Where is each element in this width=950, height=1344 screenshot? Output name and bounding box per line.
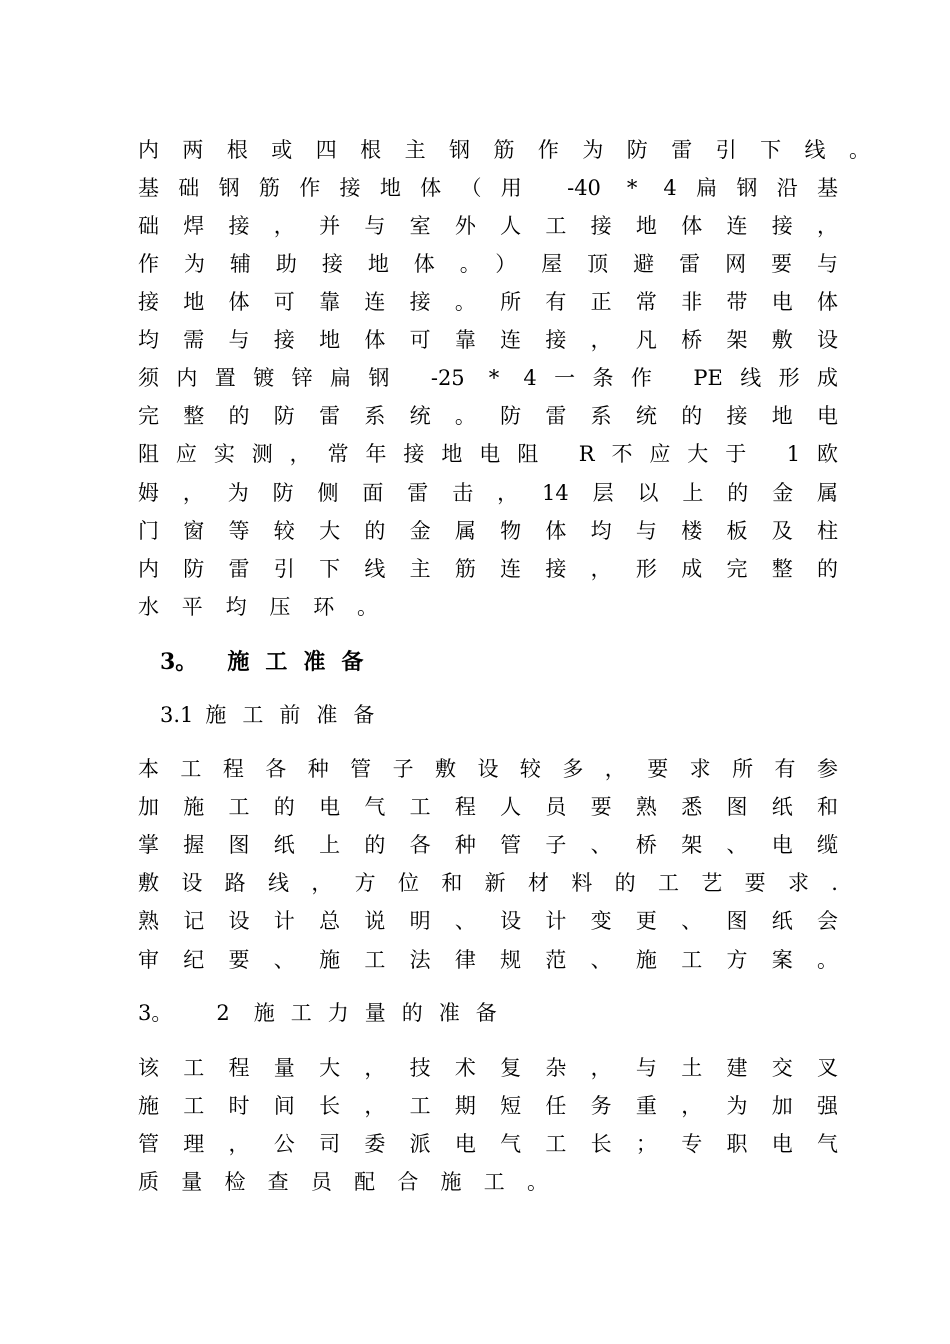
paragraph-line: 作为辅助接地体。）屋顶避雷网要与 [138,252,838,276]
paragraph-line: 加施工的电气工程人员要熟悉图纸和 [138,795,838,819]
paragraph-line: 阻应实测，常年接地电阻 R不应大于 1欧 [138,442,838,466]
paragraph-line: 内防雷引下线主筋连接，形成完整的 [138,557,838,581]
paragraph-line: 姆，为防侧面雷击，14层以上的金属 [138,481,838,505]
subsection-number: 3。 [138,1001,173,1025]
subsection-heading [160,696,390,734]
paragraph-line: 接地体可靠连接。所有正常非带电体 [138,290,838,314]
subsection-title: 施工力量的准备 [253,1001,513,1025]
paragraph-line: 掌握图纸上的各种管子、桥架、电缆 [138,833,838,857]
section-heading [160,643,379,681]
paragraph-line: 完整的防雷系统。防雷系统的接地电 [138,404,838,428]
subsection-number: 3.1 [160,703,194,727]
section-number: 3。 [160,649,198,675]
paragraph-line: 审纪要、施工法律规范、施工方案。 [138,948,838,972]
paragraph-line: 该工程量大，技术复杂，与土建交叉 [138,1056,838,1080]
paragraph-line: 内两根或四根主钢筋作为防雷引下线。 [138,138,870,162]
subsection-title: 施工前准备 [205,703,391,727]
paragraph-line: 基础钢筋作接地体（用 -40 * 4扁钢沿基 [138,176,838,200]
paragraph-line: 熟记设计总说明、设计变更、图纸会 [138,909,838,933]
paragraph-line: 质量检查员配合施工。 [138,1170,548,1194]
paragraph-line: 水平均压环。 [138,595,378,619]
subsection-number-suffix: 2 [216,1001,230,1025]
section-title: 施工准备 [227,649,380,675]
paragraph-line: 须内置镀锌扁钢 -25 * 4一条作 PE线形成 [138,366,838,390]
paragraph-line: 均需与接地体可靠连接，凡桥架敷设 [138,328,838,352]
paragraph-line: 础焊接，并与室外人工接地体连接， [138,214,838,238]
paragraph-line: 本工程各种管子敷设较多，要求所有参 [138,757,838,781]
paragraph-line: 门窗等较大的金属物体均与楼板及柱 [138,519,838,543]
paragraph-line: 施工时间长，工期短任务重，为加强 [138,1094,838,1118]
paragraph-line: 管理，公司委派电气工长；专职电气 [138,1132,838,1156]
subsection-heading [138,994,513,1032]
paragraph-line: 敷设路线，方位和新材料的工艺要求. [138,871,838,895]
